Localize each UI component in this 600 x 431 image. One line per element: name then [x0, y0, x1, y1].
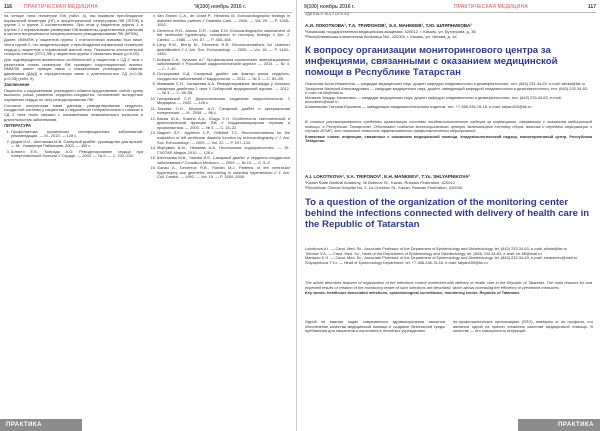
- paragraph: на четыре типа геометрии ЛЖ (табл. 4), мы выявили преобладание нормальной геометрии (НГ) и эксцентрической гипертрофии ЛЖ (ЭГЛЖ) в группе 1 и группе 2 соответственно. При этом у пациентов группы 1 и группы 2 с нормальными размерами ЛЖ выявлены существенные различия в частоте встречаемости концентрического ремоделирования ЛЖ (КРЛЖ).: [4, 13, 143, 37]
- left-column-2: [150, 14, 290, 181]
- reference-item: 11. Ткачева О.Н., Верткин А.Л. Сахарный диабет и артериальная гипертензия. — М., 2008. — 96 с.: [157, 107, 290, 116]
- author-info: Shlyapnikova T.Yu. — Head of Epidemiology Department, tel. +7-988-336-78-16, e-mail: tatyan450@bk.ru: [305, 259, 488, 265]
- author-info-en: [305, 247, 592, 265]
- right-page-number: 117: [587, 4, 596, 10]
- right-page-section: ПРАКТИЧЕСКАЯ МЕДИЦИНА: [454, 4, 528, 10]
- reference-item: 14. Мкртумян А.М., Нелаева А.А. Неотложная эндокринология. — М.: ГЭОТАР-Медиа, 2010. — 128 с.: [157, 146, 290, 155]
- left-page-section: ПРАКТИЧЕСКАЯ МЕДИЦИНА: [24, 4, 98, 10]
- reference-item: 3. Шляхто Е.В., Конради А.О. Ремоделирование сердца при гипертонической болезни // Сердце. — 2002. — № 5. — С. 232–234.: [11, 150, 143, 159]
- abstract-ru: [305, 120, 592, 144]
- right-footer-logo: ПРАКТИКА: [518, 419, 600, 431]
- body-column-1: Одной из важных задач современного здравоохранения является обеспечение качества медицинской помощи и создание безопасной среды пребывания для пациентов и персонала в лечебных учреждениях.: [305, 319, 445, 334]
- reference-item: 2. Дедов И.И., Шестакова М.В. Сахарный диабет: руководство для врачей. — М.: Универсум Паблишинг, 2003. — 455 с.: [11, 140, 143, 149]
- reference-item: 1. Профилактика хронических неинфекционных заболеваний: рекомендации. — М., 2013. — 128 с.: [11, 130, 143, 139]
- left-page-issue: '9(100) ноябрь 2016 г.: [194, 4, 247, 10]
- left-page-header: [4, 2, 292, 13]
- author-info-ru: [305, 82, 592, 110]
- udc-code: УДК 616.9: 614.2 (470.41): [305, 12, 350, 16]
- reference-list-continued: [150, 14, 290, 180]
- author-info: Mankeev E.H. — Cand. Med. Sc., Associate Professor of the Department of Epidemiology and Disinfectology, tel. (843) 233-34-63, e-mail: emankeev@mail.ru: [305, 255, 578, 261]
- literature-heading: ЛИТЕРАТУРА: [4, 123, 32, 129]
- reference-item: 8. Остроумова О.Д. Сахарный диабет как фактор риска сердечно-сосудистых заболеваний // Кардиология. — 2011. — № 3. — С. 82–89.: [157, 72, 290, 81]
- affiliation: ¹Kazan State Medical Academy, 36 Butlerov St., Kazan, Russian Federation, 420012: [305, 180, 455, 185]
- article-title-ru: К вопросу организации мониторингового центра за инфекциями, связанными с оказанием медицинской помощи в Республике Татарстан: [305, 45, 558, 78]
- reference-item: 5. Devereux R.B., Alonso D.R., Lutas E.M. Echocardiographic assessment of left ventricular hypertrophy: comparison to necropsy findings // Am. J. Cardiol. — 1986. — Vol. 57. — P. 450–458.: [157, 29, 290, 43]
- affiliation: ²Republican Clinical Hospital No. 2, 1a Chekhov St., Kazan, Russian Federation, 420000: [305, 184, 463, 190]
- conclusion-heading: Заключение: [4, 82, 30, 88]
- affiliation: ²Республиканская клиническая больница №2, 420000, г. Казань, ул. Чехова, д. 1а: [305, 33, 457, 39]
- paragraph: Пациенты с нарушениями углеводного обмена представляют собой группу высокого риска развития сердечно-сосудистых осложнений вследствие поражения сердца по типу ремоделирования ЛЖ.: [4, 87, 143, 102]
- abstract-text: The article describes features of organization of the infections control connected with delivery of health care in the Republic of Tatarstan. The main reasons for and expected results of creation of the monitoring center of such infections are described, which allows increasing the efficiency of preventive measures.: [305, 280, 592, 290]
- paragraph: Для подтверждения выявленных особенностей у пациентов с СД 2 типа с различным типом геометрии ЛЖ проведен корреляционный анализ: ИММЛЖ имеет прямую связь с показателями углеводного обмена, давлением (ДАД) и отрицательную связь с длительностью СД (r=0,38; p<0,05) (табл. 5).: [4, 57, 143, 81]
- left-footer-logo: ПРАКТИКА: [0, 419, 82, 431]
- reference-item: 4. Van Ekelen C.A., de Graaf P., Hendriks M. Echocardiographic findings in diabetes mellitus patients // Diabetes Care. — 2006. — Vol. 29. — P. 1048–1052.: [157, 14, 290, 28]
- reference-item: 13. Nagueh S.F., Appleton C.P., Gillebert T.C. Recommendations for the evaluation of left ventricular diastolic function by echocardiography // J. Am. Soc. Echocardiogr. — 2009. — Vol. 22. — P. 107–133.: [157, 131, 290, 145]
- affiliation: ¹Казанская государственная медицинская академия, 420012, г. Казань, ул. Бутлерова, д. 36: [305, 29, 476, 34]
- author-info: Манкеев Эльдар Хасянович — кандидат медицинских наук, доцент кафедры эпидемиологии и дезинфектологии, тел. (843) 233-34-63, e-mail: emankeev@mail.ru: [305, 94, 562, 105]
- reference-item: 15. Шестакова М.В., Чазова И.Е. Сахарный диабет и сердечно-сосудистые заболевания // Consilium Medicum. — 2009. — № 10. — С. 5–9.: [157, 156, 290, 165]
- article-title-en: To a question of the organization of the monitoring center behind the infections connected with delivery of health care in the Republic of Tatarstan: [305, 197, 590, 230]
- reference-item: 9. Маммаев С.Н., Хагажеева А.А. Ремоделирование миокарда у больных сахарным диабетом 2 типа // Сибирский медицинский журнал. — 2012. — № 4. — С. 55–58.: [157, 82, 290, 96]
- author-info: Локоткова Алла Ильинична — кандидат медицинских наук, доцент кафедры эпидемиологии и дезинфектологии, тел. (843) 233-34-63, e-mail: alloka@list.ru: [305, 81, 586, 86]
- reference-item: 16. Ganau A., Devereux R.B., Roman M.J. Patterns of left ventricular hypertrophy and geometric remodeling in essential hypertension // J. Am. Coll. Cardiol. — 1992. — Vol. 19. — P. 1550–1558.: [157, 166, 290, 180]
- reference-item: 12. Васюк Ю.А., Козина А.А., Ющук Е.Н. Особенности систолической и диастолической функции ЛЖ // Кардиоваскулярная терапия и профилактика. — 2003. — № 3. — С. 16–22.: [157, 117, 290, 131]
- author-info: Trifonov V.A. — Cand. Med. Sc., Head of the Department of Epidemiology and Disinfectology, tel. (843) 233-34-63, e-mail: vtr-68@mail.ru: [305, 250, 542, 256]
- reference-list: [4, 130, 143, 159]
- author-info: Трифонов Валерий Александрович — кандидат медицинских наук, доцент, заведующий кафедрой эпидемиологии и дезинфектологии, тел. (843) 233-34-63, e-mail: vtr-68@mail.ru: [305, 85, 588, 96]
- right-page: [300, 0, 600, 431]
- reference-item: 10. Гиляревский С.Р. Диастолическая сердечная недостаточность // Медицина. — 2002. — 128 с.: [157, 97, 290, 106]
- keywords-ru: Ключевые слова: инфекции, связанные с оказанием медицинской помощи, эпидемиологический надзор, мониторинговый центр, Республика Татарстан.: [305, 133, 592, 144]
- abstract-en: [305, 281, 592, 296]
- left-page-number: 116: [4, 4, 13, 10]
- body-column-2: но-профилактических организациях (ЛПО), невзирая от их профиля, что является одной из причин снижения качества медицинской помощи. В качестве — это совокупность инфекций.: [453, 319, 593, 334]
- authors-en: A.I. LOKOTKOVA¹, V.A. TRIFONOV¹, E.H. MANKEEV¹, T.Yu. SHLYAPNIKOVA²: [305, 174, 470, 179]
- author-info: Lokotkova A.I. — Cand. Med. Sc., Associate Professor of the Department of Epidemiology and Disinfectology, tel. (843) 233-34-63, e-mail: alloka@list.ru: [305, 246, 568, 251]
- keywords-en: Key words: healthcare associated infections, epidemiological surveillance, monitoring center, Republic of Tatarstan.: [305, 290, 521, 296]
- left-page: [0, 0, 297, 431]
- abstract-text: В статье рассматриваются проблемы организации системы эпидемиологического надзора за инфекциями, связанными с оказанием медицинской помощи, в Республике Татарстан. Обосновано создание мониторингового центра, включающего систему сбора, анализа и передачи информации о случаях ИСМП, что позволит повысить эффективность профилактических мероприятий.: [305, 119, 592, 134]
- right-page-issue: 9(100) ноябрь 2016 г.: [304, 4, 355, 10]
- paragraph: Далее, ИММЛЖ у пациентов группы 1 статистически значимо был ниже, чем в группе 2, что свидетельствует о преобладании нормальной геометрии сердца у пациентов с нормальной массой тела. Показатели относительной толщины стенки (ОТС) ЛЖ у пациентов группы 2 оказались выше (p<0,05).: [4, 37, 143, 57]
- paragraph: Согласно полученным нами данным, ремоделирование сердечно-сосудистой системы у пациентов с нарушенной толерантностью к глюкозе и СД 2 типа тесно связано с показателями гликемического контроля и длительностью заболевания.: [4, 102, 143, 122]
- left-column-1: [4, 14, 143, 160]
- reference-item: 6. Lang R.M., Bierig M., Devereux R.B. Recommendations for chamber quantification // J. Am. Soc. Echocardiogr. — 2005. — Vol. 18. — P. 1440–1463.: [157, 43, 290, 57]
- affiliations-en: [305, 181, 592, 190]
- author-info: Шляпникова Татьяна Юрьевна — заведующая эпидемиологическим отделом, тел. +7-988-336-78-16, e-mail: tatyan450@bk.ru: [305, 103, 532, 109]
- affiliations-ru: [305, 30, 592, 39]
- reference-item: 7. Бойцов С.А., Чучалин А.Г. Профилактика хронических неинфекционных заболеваний // Российский кардиологический журнал. — 2014. — № 4. — С. 7–10.: [157, 58, 290, 72]
- authors-ru: А.И. ЛОКОТКОВА¹, Т.А. ТРИФОНОВ¹, Э.Х. МАНКЕЕВ¹, Т.Ю. ШЛЯПНИКОВА²: [305, 23, 472, 28]
